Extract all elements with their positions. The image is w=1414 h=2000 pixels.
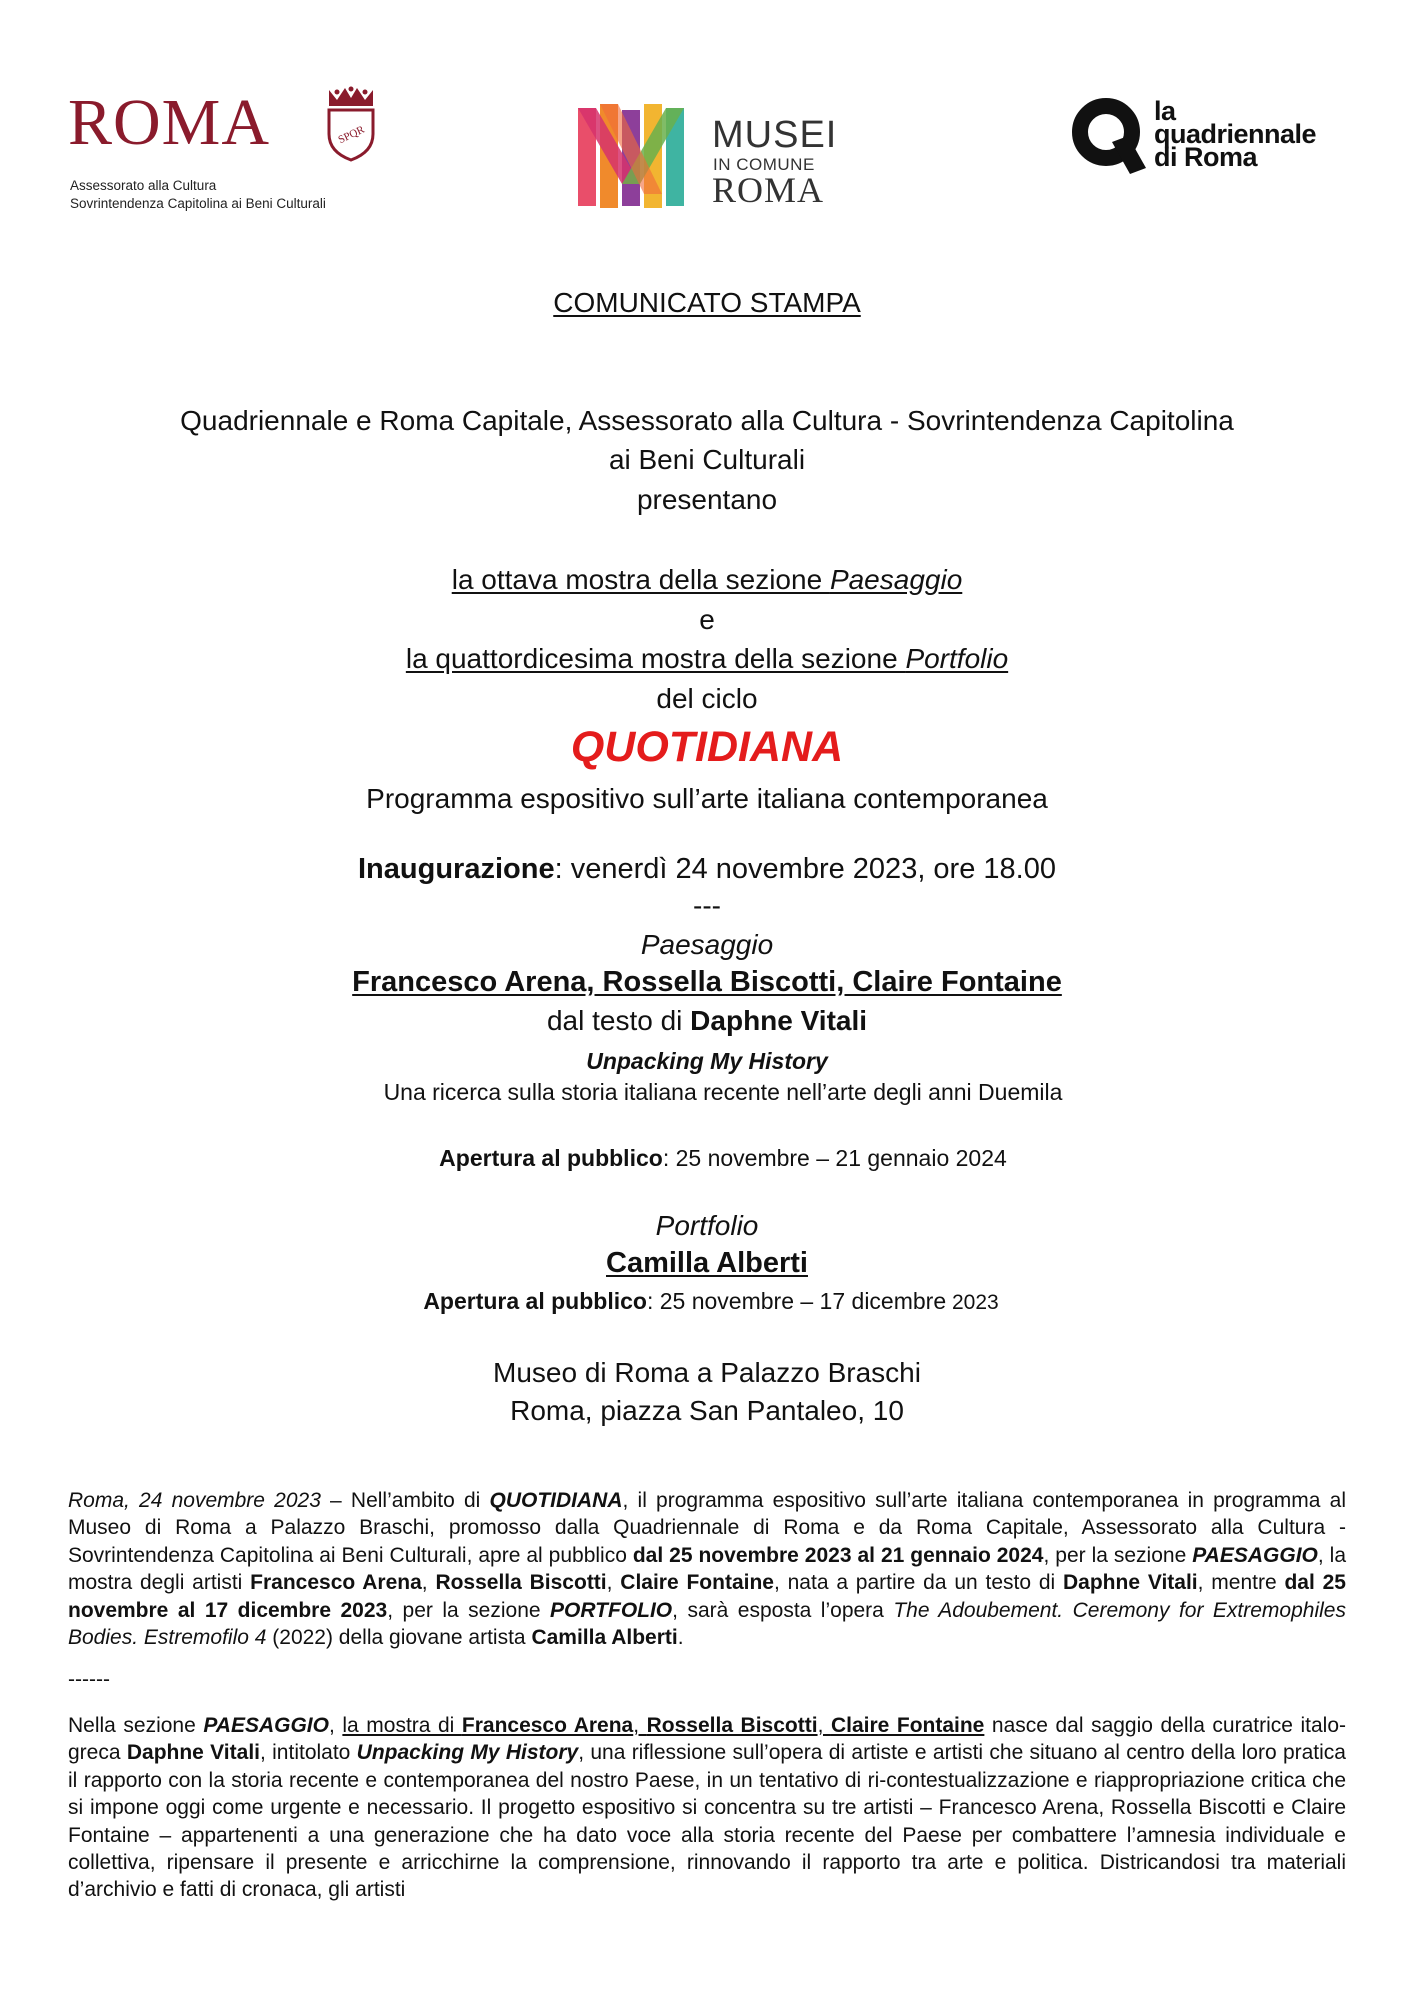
p2-text: Nella sezione — [68, 1714, 204, 1737]
musei-line-1: MUSEI — [712, 114, 838, 156]
roma-crest-icon — [323, 86, 379, 162]
p2-author-vitali: Daphne Vitali — [126, 1741, 260, 1765]
p1-text: , mentre — [1197, 1571, 1285, 1595]
portfolio-opening — [4, 1288, 1414, 1316]
p2-mostra-di: la mostra di — [342, 1714, 462, 1737]
portfolio-opening-year: 2023 — [946, 1291, 999, 1314]
paesaggio-intro-word: Paesaggio — [829, 564, 963, 595]
portfolio-intro-line — [0, 642, 1414, 676]
p1-work-title: The Adoubement. Ceremony for Extremophiles Bodies. Estremofilo 4 — [68, 1598, 1346, 1650]
p1-text: , il programma espositivo sull’arte italiana contemporanea in programma al Museo di Roma a Palazzo Braschi, promosso dalla Quadriennale di Roma e da Roma Capitale, Assessorato alla Cultura - Sovrintendenza Capitolina ai Beni Culturali, apre al pubblico — [68, 1489, 1347, 1567]
musei-m-mark-icon — [576, 104, 694, 212]
cycle-name: QUOTIDIANA — [570, 723, 844, 771]
paesaggio-work-subtitle: Una ricerca sulla storia italiana recente nell’arte degli anni Duemila — [383, 1079, 1063, 1105]
portfolio-intro-text: la quattordicesima mostra della sezione — [405, 643, 906, 674]
roma-logo — [68, 86, 388, 216]
intro-line-1: Quadriennale e Roma Capitale, Assessorato alla Cultura - Sovrintendenza Capitolina — [180, 405, 1234, 436]
roma-subtitle-1: Assessorato alla Cultura — [70, 178, 217, 193]
musei-line-2: IN COMUNE — [713, 155, 815, 174]
intro-line-2: ai Beni Culturali — [608, 444, 806, 475]
body-paragraph-2 — [68, 1712, 1346, 1904]
p1-text: , sarà esposta l’opera — [672, 1598, 894, 1622]
p1-quotidiana: QUOTIDIANA — [489, 1489, 623, 1512]
separator: --- — [693, 890, 721, 921]
p1-artist-fontaine: Claire Fontaine — [620, 1571, 774, 1595]
venue-line-1: Museo di Roma a Palazzo Braschi — [493, 1357, 921, 1388]
inauguration-value: : venerdì 24 novembre 2023, ore 18.00 — [554, 853, 1056, 885]
roma-subtitle-2: Sovrintendenza Capitolina ai Beni Culturali — [70, 196, 326, 211]
p2-essay-title: Unpacking My History — [356, 1741, 579, 1765]
p1-text: , la mostra degli artisti — [68, 1543, 1347, 1595]
roma-crest-text: SPQR — [336, 123, 367, 147]
paesaggio-text-line — [0, 1004, 1414, 1038]
quadriennale-line-2: quadriennale — [1154, 119, 1317, 149]
body-paragraph-1 — [68, 1487, 1346, 1651]
portfolio-heading: Portfolio — [655, 1210, 759, 1241]
p1-dates-portfolio: dal 25 novembre al 17 dicembre 2023 — [68, 1571, 1346, 1622]
p2-text: , — [817, 1714, 831, 1737]
p2-text: , — [633, 1714, 647, 1737]
inauguration-line — [0, 852, 1414, 887]
roma-wordmark: ROMA — [68, 86, 271, 159]
paesaggio-text-author: Daphne Vitali — [690, 1005, 868, 1036]
p1-dateline: Roma, 24 novembre 2023 — [68, 1489, 321, 1512]
p1-dates-paesaggio: dal 25 novembre 2023 al 21 gennaio 2024 — [632, 1543, 1044, 1567]
p1-artist-biscotti: Rossella Biscotti — [435, 1571, 607, 1595]
p2-text: , una riflessione sull’opera di artiste e artisti che situano al centro della loro pratica il rapporto con la storia recente e contemporanea del nostro Paese, in un tentativo di ri-contestualizzazione e riappropriazione critica che si impone oggi come urgente e necessario. Il progetto espositivo si concentra su tre artisti – Francesco Arena, Rossella Biscotti e Claire Fontaine – appartenenti a una generazione che ha dato voce alla storia recente del Paese per combattere l’amnesia individuale e collettiva, ripensare il presente e arricchirne la comprensione, rinnovando il rapporto tra arte e politica. Districandosi tra materiali d’archivio e fatti di cronaca, gli artisti — [68, 1741, 1346, 1902]
portfolio-opening-value: : 25 novembre – 17 dicembre — [646, 1288, 947, 1314]
p2-paesaggio: PAESAGGIO — [203, 1714, 329, 1737]
p1-portfolio: PORTFOLIO — [550, 1598, 673, 1622]
quadriennale-line-3: di Roma — [1154, 142, 1258, 172]
p2-text: , intitolato — [259, 1741, 357, 1765]
p1-artist-arena: Francesco Arena — [250, 1571, 422, 1595]
p2-artist-fontaine: Claire Fontaine — [830, 1714, 985, 1737]
p1-text: , per la sezione — [387, 1598, 551, 1622]
p2-artist-biscotti: Rossella Biscotti — [646, 1714, 818, 1737]
paesaggio-opening-value: : 25 novembre – 21 gennaio 2024 — [662, 1145, 1007, 1171]
intro-line-3: presentano — [636, 484, 778, 515]
p1-text: (2022) della giovane artista — [266, 1626, 532, 1650]
inauguration-label: Inaugurazione — [358, 853, 555, 885]
portfolio-opening-label: Apertura al pubblico — [423, 1288, 647, 1314]
divider-dashes: ------ — [68, 1668, 110, 1691]
paesaggio-opening-label: Apertura al pubblico — [439, 1145, 663, 1171]
paesaggio-text-pre: dal testo di — [546, 1005, 691, 1036]
paesaggio-artists: Francesco Arena, Rossella Biscotti, Claire Fontaine — [352, 966, 1062, 998]
p1-text: , nata a partire da un testo di — [773, 1571, 1063, 1595]
p1-text: , per la sezione — [1043, 1543, 1193, 1567]
p1-text: . — [677, 1626, 684, 1650]
paesaggio-heading: Paesaggio — [640, 929, 774, 960]
venue-line-2: Roma, piazza San Pantaleo, 10 — [510, 1395, 904, 1426]
p1-author-vitali: Daphne Vitali — [1063, 1571, 1198, 1595]
p1-paesaggio: PAESAGGIO — [1192, 1543, 1318, 1567]
p1-text: , — [606, 1571, 621, 1595]
p2-text: , — [328, 1714, 343, 1737]
paesaggio-intro-text: la ottava mostra della sezione — [451, 564, 830, 595]
p2-text: nasce dal saggio della curatrice italo-greca — [68, 1714, 1347, 1765]
p1-text: , — [421, 1571, 436, 1595]
musei-in-comune-logo — [576, 104, 856, 214]
document-title: COMUNICATO STAMPA — [553, 287, 861, 318]
quadriennale-line-1: la — [1154, 96, 1176, 126]
portfolio-artist: Camilla Alberti — [606, 1247, 808, 1279]
musei-line-3: ROMA — [712, 170, 825, 210]
paesaggio-work-title: Unpacking My History — [586, 1048, 828, 1074]
paesaggio-intro-line — [0, 563, 1414, 597]
conjunction: e — [699, 604, 715, 635]
portfolio-intro-word: Portfolio — [905, 643, 1009, 674]
quadriennale-logo — [1070, 96, 1350, 176]
paesaggio-opening — [16, 1145, 1414, 1173]
p2-artist-arena: Francesco Arena — [461, 1714, 634, 1737]
quadriennale-q-icon — [1070, 96, 1148, 174]
p1-artist-alberti: Camilla Alberti — [531, 1626, 678, 1650]
cycle-pre: del ciclo — [656, 683, 758, 714]
p1-text: – Nell’ambito di — [320, 1489, 490, 1512]
cycle-description: Programma espositivo sull’arte italiana contemporanea — [366, 783, 1048, 814]
